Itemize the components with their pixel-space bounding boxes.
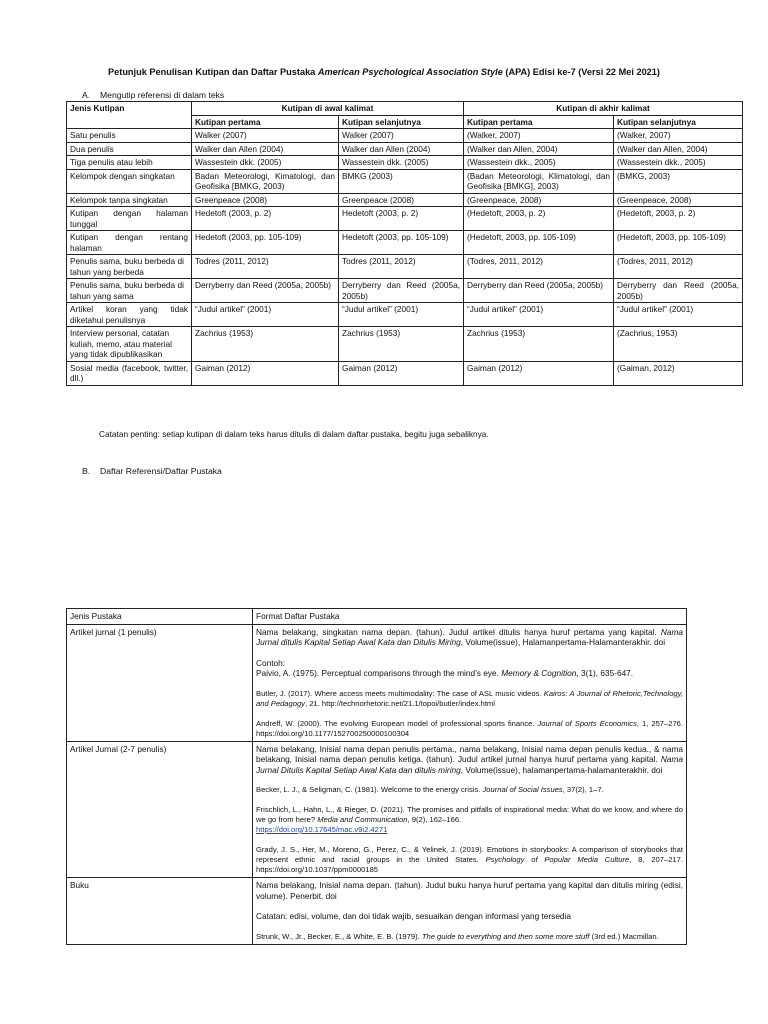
- table-cell: Zachrius (1953): [464, 327, 614, 362]
- ref-italic: Media and Communication: [317, 815, 408, 824]
- subheader-awal-pertama: Kutipan pertama: [192, 115, 339, 129]
- section-b-label: Daftar Referensi/Daftar Pustaka: [100, 466, 222, 476]
- format-rule: Nama belakang, Inisial nama depan. (tahun). Judul buku hanya huruf pertama yang kapital dan ditulis miring (edisi, volume). Penerbit. doi: [256, 880, 683, 901]
- table-cell: “Judul artikel” (2001): [614, 303, 743, 327]
- format-italic: Nama Jurnal ditulis Kapital Setiap Awal Kata dan Ditulis Miring: [256, 626, 683, 647]
- table-row: [67, 231, 743, 255]
- table-row: [67, 193, 743, 207]
- table-cell: Todres (2011, 2012): [339, 255, 464, 279]
- table-cell: (Wassestein dkk., 2005): [464, 156, 614, 170]
- header-kutipan-awal: Kutipan di awal kalimat: [192, 102, 464, 116]
- table-cell: “Judul artikel” (2001): [192, 303, 339, 327]
- table-cell: Kutipan dengan halaman tunggal: [67, 207, 192, 231]
- table-cell: Todres (2011, 2012): [192, 255, 339, 279]
- example-reference: [256, 719, 683, 739]
- document-title: [0, 67, 768, 77]
- ref-text: Andreff, W. (2000). The evolving European model of professional sports finance.: [256, 718, 538, 728]
- table-row: [67, 878, 687, 945]
- table-cell: Tiga penulis atau lebih: [67, 156, 192, 170]
- section-a-number: A.: [82, 90, 91, 100]
- table-cell: (Badan Meteorologi, Klimatologi, dan Geofisika [BMKG], 2003): [464, 169, 614, 193]
- table-cell: Greenpeace (2008): [339, 193, 464, 207]
- section-a-label: Mengutip referensi di dalam teks: [100, 90, 225, 100]
- table-row: [67, 255, 743, 279]
- table-cell: Zachrius (1953): [339, 327, 464, 362]
- example-label: Contoh:: [256, 657, 286, 668]
- table-row: [67, 207, 743, 231]
- example-reference: [256, 845, 683, 875]
- table-cell: (Hedetoft, 2003, pp. 105-109): [614, 231, 743, 255]
- format-cell-jurnal-1: [253, 624, 687, 741]
- table-cell: (BMKG, 2003): [614, 169, 743, 193]
- ref-italic: Psychology of Popular Media Culture: [485, 855, 630, 864]
- table-cell: Satu penulis: [67, 129, 192, 143]
- table-cell: Penulis sama, buku berbeda di tahun yang berbeda: [67, 255, 192, 279]
- table-cell: Interview personal, catatan kuliah, memo, atau material yang tidak dipublikasikan: [67, 327, 192, 362]
- table-cell: Wassestein dkk. (2005): [192, 156, 339, 170]
- table-cell: Hedetoft (2003, pp. 105-109): [192, 231, 339, 255]
- ref-text: (3rd ed.) Macmillan.: [589, 931, 659, 941]
- format-text: , Volume(issue), Halamanpertama-Halamanterakhir. doi: [460, 637, 666, 647]
- table-cell: Derryberry dan Reed (2005a, 2005b): [614, 279, 743, 303]
- ref-text: , 3(1), 635-647.: [576, 668, 634, 678]
- table-cell: Walker dan Allen (2004): [192, 142, 339, 156]
- ref-text: Paivio, A. (1975). Perceptual comparisons through the mind’s eye.: [256, 668, 502, 678]
- table-cell: (Hedetoft, 2003, pp. 105-109): [464, 231, 614, 255]
- header-kutipan-akhir: Kutipan di akhir kalimat: [464, 102, 743, 116]
- table-cell: (Walker, 2007): [464, 129, 614, 143]
- table-row: [67, 279, 743, 303]
- header-format-daftar-pustaka: Format Daftar Pustaka: [253, 609, 687, 625]
- table-cell: (Greenpeace, 2008): [614, 193, 743, 207]
- subheader-akhir-selanjutnya: Kutipan selanjutnya: [614, 115, 743, 129]
- table-cell: (Walker dan Allen, 2004): [464, 142, 614, 156]
- section-b-number: B.: [82, 466, 91, 476]
- type-jurnal-2-7: Artikel Jurnal (2-7 penulis): [67, 741, 253, 878]
- citation-table: [66, 101, 743, 386]
- table-row: [67, 303, 743, 327]
- format-text: Nama belakang, singkatan nama depan. (tahun). Judul artikel ditulis hanya huruf pertama yang kapital.: [256, 626, 661, 637]
- ref-text: Butler, J. (2017). Where access meets multimodality: The case of ASL music videos.: [256, 688, 544, 698]
- title-suffix: (APA) Edisi ke-7 (Versi 22 Mei 2021): [502, 67, 660, 77]
- example-reference: [256, 932, 683, 942]
- table-cell: (Zachrius, 1953): [614, 327, 743, 362]
- format-cell-buku: [253, 878, 687, 945]
- example-reference: [256, 785, 683, 795]
- ref-text: , 21. http://technorhetoric.net/21.1/topoi/butler/index.html: [304, 698, 495, 708]
- table-row: [67, 169, 743, 193]
- format-note: Catatan: edisi, volume, dan doi tidak wajib, sesuaikan dengan informasi yang tersedia: [256, 911, 572, 921]
- ref-italic: The guide to everything and then some more stuff: [421, 931, 590, 941]
- table-cell: (Walker, 2007): [614, 129, 743, 143]
- table-cell: Hedetoft (2003, p. 2): [192, 207, 339, 231]
- subheader-awal-selanjutnya: Kutipan selanjutnya: [339, 115, 464, 129]
- subheader-akhir-pertama: Kutipan pertama: [464, 115, 614, 129]
- table-cell: Wassestein dkk. (2005): [339, 156, 464, 170]
- example-reference: [256, 668, 683, 679]
- format-text: , Volume(issue), halamanpertama-halamanterakhir. doi: [460, 764, 663, 775]
- ref-italic: Journal of Social Issues: [482, 785, 563, 794]
- header-jenis-pustaka: Jenis Pustaka: [67, 609, 253, 625]
- format-rule: [256, 744, 683, 776]
- table-cell: “Judul artikel” (2001): [464, 303, 614, 327]
- table-cell: (Gaiman, 2012): [614, 361, 743, 385]
- table-cell: Hedetoft (2003, p. 2): [339, 207, 464, 231]
- table-cell: Sosial media (facebook, twitter, dll.): [67, 361, 192, 385]
- table-cell: Derryberry dan Reed (2005a, 2005b): [192, 279, 339, 303]
- section-a-heading: [82, 90, 224, 100]
- header-jenis-kutipan: Jenis Kutipan: [67, 102, 192, 129]
- reference-header-row: [67, 609, 687, 625]
- example-reference: [256, 805, 683, 835]
- format-cell-jurnal-2-7: [253, 741, 687, 878]
- type-jurnal-1: Artikel jurnal (1 penulis): [67, 624, 253, 741]
- table-cell: Zachrius (1953): [192, 327, 339, 362]
- ref-text: , 8, 207–217. https://doi.org/10.1037/ppm0000185: [256, 855, 683, 874]
- table-cell: BMKG (2003): [339, 169, 464, 193]
- table-cell: (Todres, 2011, 2012): [464, 255, 614, 279]
- ref-text: , 37(2), 1–7.: [562, 785, 604, 794]
- table-cell: Greenpeace (2008): [192, 193, 339, 207]
- table-cell: Kelompok tanpa singkatan: [67, 193, 192, 207]
- type-buku: Buku: [67, 878, 253, 945]
- table-cell: Gaiman (2012): [339, 361, 464, 385]
- table-row: [67, 624, 687, 741]
- table-row: [67, 361, 743, 385]
- table-row: [67, 142, 743, 156]
- format-text: Nama belakang, Inisial nama depan penulis pertama., nama belakang, Inisial nama depan penulis kedua., & nama belakang, Inisial nama depan penulis ketiga. (tahun). Judul artikel jurnal hanya huruf pertama yang kapital.: [256, 743, 683, 764]
- table-cell: Badan Meteorologi, Kimatologi, dan Geofisika [BMKG, 2003): [192, 169, 339, 193]
- table-cell: Kutipan dengan rentang halaman: [67, 231, 192, 255]
- doi-link[interactable]: https://doi.org/10.17645/mac.v9i2.4271: [256, 825, 388, 834]
- table-cell: Derryberry dan Reed (2005a, 2005b): [464, 279, 614, 303]
- ref-italic: Journal of Sports Economics: [537, 718, 637, 728]
- format-rule: [256, 627, 683, 648]
- ref-text: Strunk, W., Jr., Becker, E., & White, E. B. (1979).: [256, 931, 422, 941]
- table-cell: (Walker dan Allen, 2004): [614, 142, 743, 156]
- ref-text: , 1, 257–276. https://doi.org/10.1177/152700250000100304: [256, 718, 684, 738]
- table-cell: Artikel koran yang tidak diketahui penulisnya: [67, 303, 192, 327]
- table-cell: Hedetoft (2003, pp. 105-109): [339, 231, 464, 255]
- title-prefix: Petunjuk Penulisan Kutipan dan Daftar Pustaka: [108, 67, 318, 77]
- table-cell: (Hedetoft, 2003, p. 2): [464, 207, 614, 231]
- table-cell: Kelompok dengan singkatan: [67, 169, 192, 193]
- table-cell: Gaiman (2012): [192, 361, 339, 385]
- ref-text: , 9(2), 162–166.: [407, 815, 462, 824]
- ref-text: Frischlich, L., Hahn, L., & Rieger, D. (2021). The promises and pitfalls of inspirational media: What do we know, and where do we go from here?: [256, 805, 683, 824]
- table-cell: Walker (2007): [192, 129, 339, 143]
- example-reference: [256, 689, 683, 709]
- citation-header-row: [67, 102, 743, 116]
- table-cell: (Todres, 2011, 2012): [614, 255, 743, 279]
- table-cell: “Judul artikel” (2001): [339, 303, 464, 327]
- ref-italic: Kairos: A Journal of Rhetoric,Technology, and Pedagogy: [256, 688, 683, 708]
- table-cell: (Hedetoft, 2003, p. 2): [614, 207, 743, 231]
- ref-italic: Memory & Cognition: [501, 668, 577, 678]
- table-cell: Dua penulis: [67, 142, 192, 156]
- title-italic: American Psychological Association Style: [317, 67, 503, 77]
- section-b-heading: [82, 466, 222, 476]
- important-note: Catatan penting: setiap kutipan di dalam teks harus ditulis di dalam daftar pustaka, begitu juga sebaliknya.: [99, 429, 489, 439]
- table-row: [67, 741, 687, 878]
- reference-format-table: [66, 608, 687, 945]
- table-cell: Derryberry dan Reed (2005a, 2005b): [339, 279, 464, 303]
- table-row: [67, 327, 743, 362]
- table-row: [67, 156, 743, 170]
- table-cell: Gaiman (2012): [464, 361, 614, 385]
- format-italic: Nama Jurnal Ditulis Kapital Setiap Awal Kata dan ditulis miring: [256, 754, 683, 775]
- ref-text: Becker, L. J., & Seligman, C. (1981). Welcome to the energy crisis.: [256, 785, 483, 794]
- table-cell: Walker dan Allen (2004): [339, 142, 464, 156]
- table-cell: Penulis sama, buku berbeda di tahun yang sama: [67, 279, 192, 303]
- table-cell: (Wassestein dkk., 2005): [614, 156, 743, 170]
- table-cell: Walker (2007): [339, 129, 464, 143]
- ref-text: Grady, J. S., Her, M., Moreno, G., Perez, C., & Yelinek, J. (2019). Emotions in storybooks: A comparison of storybooks that represent ethnic and racial groups in the United States.: [256, 845, 683, 864]
- table-cell: (Greenpeace, 2008): [464, 193, 614, 207]
- table-row: [67, 129, 743, 143]
